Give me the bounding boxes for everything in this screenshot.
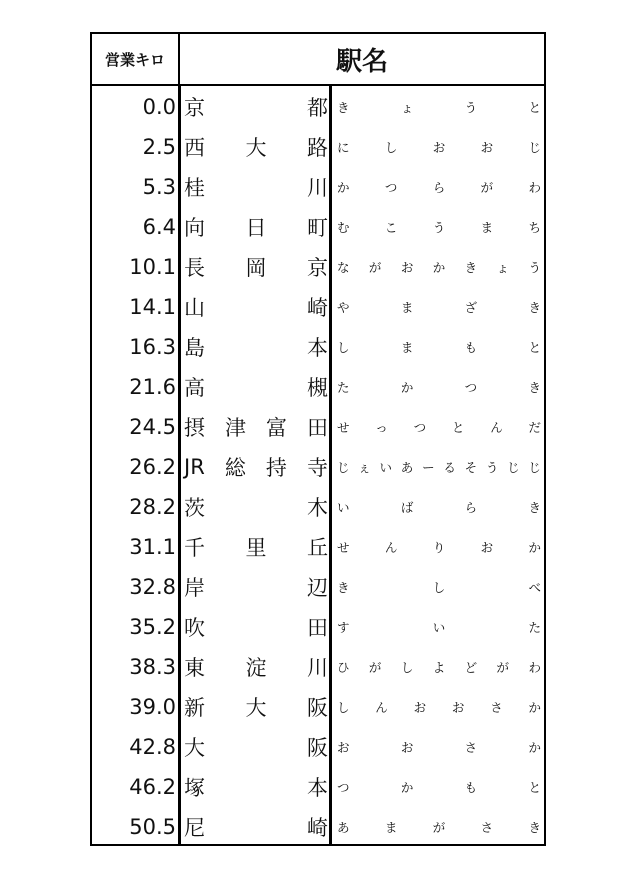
kana-char: つ bbox=[337, 780, 350, 795]
kanji-char: 持 bbox=[265, 456, 287, 480]
table-row bbox=[92, 407, 544, 447]
kana-char: き bbox=[464, 260, 478, 275]
kana-char: お bbox=[451, 700, 465, 715]
station-name-kana bbox=[337, 167, 541, 207]
kana-char: ら bbox=[464, 500, 478, 515]
kana-char: お bbox=[480, 540, 494, 555]
kana-char: し bbox=[337, 700, 350, 715]
distance-km: 2.5 bbox=[142, 135, 176, 159]
distance-km: 46.2 bbox=[129, 775, 176, 799]
kana-char: し bbox=[337, 340, 350, 355]
kana-char: か bbox=[528, 700, 541, 715]
station-name-kana bbox=[337, 607, 541, 647]
distance-km: 31.1 bbox=[129, 535, 176, 559]
kana-char: お bbox=[432, 140, 446, 155]
station-name-kanji bbox=[184, 407, 328, 447]
station-name-kanji bbox=[184, 127, 328, 167]
kana-char: ざ bbox=[464, 300, 478, 315]
distance-km: 39.0 bbox=[129, 695, 176, 719]
kana-char: が bbox=[368, 260, 382, 275]
table-row bbox=[92, 87, 544, 127]
table-row bbox=[92, 807, 544, 847]
kanji-char: 山 bbox=[184, 296, 205, 320]
kana-char: じ bbox=[337, 460, 350, 475]
station-name-kanji bbox=[184, 607, 328, 647]
distance-km: 42.8 bbox=[129, 735, 176, 759]
distance-km: 50.5 bbox=[129, 815, 176, 839]
kana-char: む bbox=[337, 220, 350, 235]
table-row bbox=[92, 687, 544, 727]
station-name-kana bbox=[337, 127, 541, 167]
kana-char: じ bbox=[507, 460, 520, 475]
table-row bbox=[92, 767, 544, 807]
kanji-char: 丘 bbox=[307, 536, 328, 560]
kana-char: っ bbox=[375, 420, 388, 435]
kanji-char: 淀 bbox=[245, 656, 267, 680]
distance-km: 10.1 bbox=[129, 255, 176, 279]
kana-char: つ bbox=[413, 420, 427, 435]
distance-km: 21.6 bbox=[129, 375, 176, 399]
kana-char: や bbox=[337, 300, 350, 315]
kanji-char: 長 bbox=[184, 256, 205, 280]
kana-char: さ bbox=[480, 820, 494, 835]
station-name-kana bbox=[337, 807, 541, 847]
kana-char: ま bbox=[384, 820, 398, 835]
kana-char: べ bbox=[528, 580, 541, 595]
kana-char: と bbox=[528, 780, 541, 795]
table-row bbox=[92, 647, 544, 687]
kanji-char: 辺 bbox=[307, 576, 328, 600]
kanji-char: 東 bbox=[184, 656, 205, 680]
kana-char: か bbox=[528, 540, 541, 555]
table-row bbox=[92, 207, 544, 247]
table-row bbox=[92, 127, 544, 167]
kana-char: り bbox=[432, 540, 446, 555]
kanji-char: 尼 bbox=[184, 816, 205, 840]
kanji-char: 津 bbox=[225, 416, 246, 440]
table-row bbox=[92, 607, 544, 647]
kana-char: ま bbox=[400, 300, 414, 315]
table-row bbox=[92, 167, 544, 207]
kanji-char: 槻 bbox=[307, 376, 328, 400]
station-name-kana bbox=[337, 287, 541, 327]
kana-char: う bbox=[528, 260, 541, 275]
kana-char: ひ bbox=[337, 660, 350, 675]
kanji-char: 塚 bbox=[184, 776, 205, 800]
kanji-char: 町 bbox=[307, 216, 328, 240]
kanji-char: 川 bbox=[307, 176, 328, 200]
kanji-char: 向 bbox=[184, 216, 205, 240]
station-name-kanji bbox=[184, 287, 328, 327]
kana-char: わ bbox=[528, 660, 541, 675]
kana-char: ー bbox=[422, 460, 435, 475]
kanji-char: 吹 bbox=[184, 616, 205, 640]
kana-char: さ bbox=[464, 740, 478, 755]
distance-km: 14.1 bbox=[129, 295, 176, 319]
kana-char: と bbox=[451, 420, 465, 435]
kana-char: い bbox=[432, 620, 446, 635]
station-name-kanji bbox=[184, 447, 328, 487]
kana-char: ぇ bbox=[358, 460, 371, 475]
kanji-char: 阪 bbox=[307, 736, 328, 760]
kana-char: つ bbox=[464, 380, 478, 395]
kanji-char: 都 bbox=[307, 96, 328, 120]
distance-km: 32.8 bbox=[129, 575, 176, 599]
kana-char: き bbox=[528, 380, 541, 395]
kana-char: が bbox=[480, 180, 494, 195]
kana-char: ど bbox=[464, 660, 478, 675]
kana-char: か bbox=[337, 180, 350, 195]
station-name-kanji bbox=[184, 647, 328, 687]
kanji-char: 摂 bbox=[184, 416, 205, 440]
kana-char: す bbox=[337, 620, 350, 635]
station-name-kana bbox=[337, 727, 541, 767]
km-column-header: 営業キロ bbox=[92, 34, 180, 84]
table-row bbox=[92, 447, 544, 487]
station-name-kanji bbox=[184, 487, 328, 527]
kanji-char: 寺 bbox=[306, 456, 328, 480]
distance-km: 35.2 bbox=[129, 615, 176, 639]
kana-char: か bbox=[432, 260, 446, 275]
station-name-kana bbox=[337, 767, 541, 807]
kana-char: よ bbox=[432, 660, 446, 675]
station-name-column-header: 駅名 bbox=[335, 46, 388, 77]
table-row bbox=[92, 567, 544, 607]
kanji-char: 京 bbox=[307, 256, 328, 280]
kana-char: ち bbox=[528, 220, 541, 235]
kana-char: た bbox=[528, 620, 541, 635]
kana-char: お bbox=[400, 260, 414, 275]
kana-char: ば bbox=[400, 500, 414, 515]
table-row bbox=[92, 247, 544, 287]
kana-char: じ bbox=[528, 140, 541, 155]
kanji-char: 新 bbox=[184, 696, 205, 720]
station-name-kana bbox=[337, 247, 541, 287]
kana-char: ら bbox=[432, 180, 446, 195]
table-row bbox=[92, 487, 544, 527]
station-name-kana bbox=[337, 487, 541, 527]
kana-char: た bbox=[337, 380, 350, 395]
kana-char: な bbox=[337, 260, 350, 275]
kana-char: お bbox=[480, 140, 494, 155]
kanji-char: 田 bbox=[307, 416, 328, 440]
kana-char: ん bbox=[384, 540, 398, 555]
table-body bbox=[92, 86, 544, 844]
station-name-kana bbox=[337, 567, 541, 607]
kana-char: お bbox=[413, 700, 427, 715]
station-name-kanji bbox=[184, 367, 328, 407]
kanji-char: 路 bbox=[307, 136, 328, 160]
kana-char: と bbox=[528, 100, 541, 115]
station-name-kanji bbox=[184, 207, 328, 247]
station-name-kana bbox=[337, 687, 541, 727]
kana-char: い bbox=[379, 460, 393, 475]
distance-km: 28.2 bbox=[129, 495, 176, 519]
station-name-kana bbox=[337, 407, 541, 447]
table-row bbox=[92, 327, 544, 367]
kanji-char: 大 bbox=[245, 136, 267, 160]
station-name-kana bbox=[337, 647, 541, 687]
kanji-char: 大 bbox=[184, 736, 205, 760]
kanji-char: 木 bbox=[307, 496, 328, 520]
kanji-char: 田 bbox=[307, 616, 328, 640]
kana-char: あ bbox=[337, 820, 350, 835]
kana-char: お bbox=[337, 740, 350, 755]
distance-km: 16.3 bbox=[129, 335, 176, 359]
kanji-char: 里 bbox=[245, 536, 267, 560]
distance-km: 38.3 bbox=[129, 655, 176, 679]
kanji-char: 桂 bbox=[184, 176, 205, 200]
kana-char: に bbox=[337, 140, 350, 155]
kana-char: う bbox=[432, 220, 446, 235]
station-name-kanji bbox=[184, 687, 328, 727]
kana-char: る bbox=[443, 460, 456, 475]
station-name-kana bbox=[337, 207, 541, 247]
kana-char: ん bbox=[490, 420, 503, 435]
kana-char: き bbox=[337, 580, 350, 595]
kana-char: う bbox=[485, 460, 499, 475]
kana-char: こ bbox=[384, 220, 398, 235]
station-name-kana bbox=[337, 367, 541, 407]
distance-km: 26.2 bbox=[129, 455, 176, 479]
kana-char: か bbox=[400, 380, 414, 395]
kana-char: そ bbox=[464, 460, 478, 475]
kanji-char: 川 bbox=[307, 656, 328, 680]
kanji-char: 京 bbox=[184, 96, 205, 120]
station-name-kanji bbox=[184, 87, 328, 127]
kanji-char: 千 bbox=[184, 536, 205, 560]
distance-km: 0.0 bbox=[142, 95, 176, 119]
kanji-char: 茨 bbox=[184, 496, 205, 520]
kana-char: い bbox=[337, 500, 350, 515]
kana-char: つ bbox=[384, 180, 398, 195]
kana-char: か bbox=[400, 780, 414, 795]
kana-char: し bbox=[400, 660, 414, 675]
distance-km: 5.3 bbox=[142, 175, 176, 199]
kana-char: が bbox=[368, 660, 382, 675]
kana-char: ま bbox=[480, 220, 494, 235]
kanji-char: 崎 bbox=[307, 296, 328, 320]
kana-char: が bbox=[496, 660, 510, 675]
kanji-char: 本 bbox=[307, 776, 328, 800]
table-row bbox=[92, 367, 544, 407]
kana-char: き bbox=[337, 100, 350, 115]
kana-char: ま bbox=[400, 340, 414, 355]
station-name-kana bbox=[337, 327, 541, 367]
kana-char: だ bbox=[528, 420, 541, 435]
kana-char: き bbox=[528, 820, 541, 835]
station-name-kanji bbox=[184, 167, 328, 207]
station-name-kana bbox=[337, 87, 541, 127]
kana-char: き bbox=[528, 500, 541, 515]
kanji-char: 富 bbox=[266, 416, 287, 440]
kana-char: せ bbox=[337, 540, 350, 555]
station-name-kana bbox=[337, 447, 541, 487]
kana-char: せ bbox=[337, 420, 350, 435]
kanji-char: 岸 bbox=[184, 576, 205, 600]
kana-char: も bbox=[464, 780, 478, 795]
kana-char: か bbox=[528, 740, 541, 755]
distance-km: 24.5 bbox=[129, 415, 176, 439]
station-name-kanji bbox=[184, 727, 328, 767]
kanji-char: 高 bbox=[184, 376, 205, 400]
kana-char: ん bbox=[375, 700, 388, 715]
station-name-kanji bbox=[184, 567, 328, 607]
kana-char: と bbox=[528, 340, 541, 355]
table-header bbox=[92, 34, 544, 86]
station-name-kanji bbox=[184, 807, 328, 847]
kana-char: わ bbox=[528, 180, 541, 195]
station-name-kana bbox=[337, 527, 541, 567]
station-name-kanji bbox=[184, 767, 328, 807]
kanji-char: 本 bbox=[307, 336, 328, 360]
distance-km: 6.4 bbox=[142, 215, 176, 239]
station-name-kanji bbox=[184, 247, 328, 287]
kana-char: き bbox=[528, 300, 541, 315]
station-table bbox=[90, 32, 546, 846]
kanji-char: 日 bbox=[245, 216, 267, 240]
table-row bbox=[92, 287, 544, 327]
kana-char: ょ bbox=[496, 260, 510, 275]
kana-char: じ bbox=[528, 460, 541, 475]
kana-char: あ bbox=[400, 460, 414, 475]
table-row bbox=[92, 727, 544, 767]
kanji-char: 崎 bbox=[307, 816, 328, 840]
station-name-kanji bbox=[184, 327, 328, 367]
kana-char: し bbox=[432, 580, 446, 595]
kana-char: し bbox=[384, 140, 398, 155]
kanji-char: 島 bbox=[184, 336, 205, 360]
kana-char: も bbox=[464, 340, 478, 355]
kana-char: う bbox=[464, 100, 478, 115]
kanji-char: JR bbox=[184, 455, 205, 479]
kanji-char: 西 bbox=[184, 136, 205, 160]
kana-char: お bbox=[400, 740, 414, 755]
kanji-char: 阪 bbox=[307, 696, 328, 720]
kana-char: が bbox=[432, 820, 446, 835]
station-name-kanji bbox=[184, 527, 328, 567]
kanji-char: 大 bbox=[245, 696, 267, 720]
kanji-char: 岡 bbox=[245, 256, 267, 280]
table-row bbox=[92, 527, 544, 567]
kana-char: ょ bbox=[400, 100, 414, 115]
kanji-char: 総 bbox=[224, 456, 246, 480]
kana-char: さ bbox=[490, 700, 503, 715]
